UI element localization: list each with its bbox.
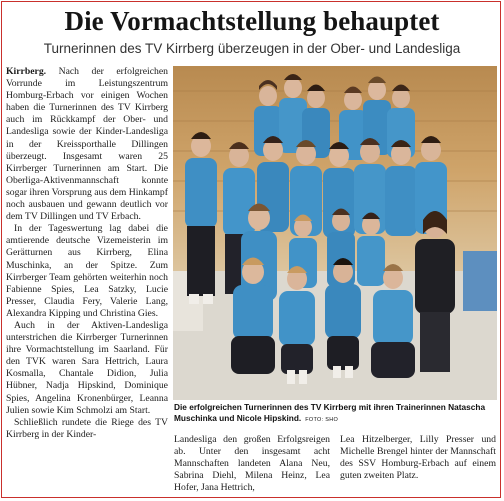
paragraph-1-text: Nach der erfolgreichen Vorrunde im Leistungszentrum Homburg-Erbach vor einigen Wochen haben die Turnerinnen des TV Kirrberg auch im Rückkampf der Ober- und Landesliga sowie der Kinder-Landesliga in der Kreissporthalle Dillingen überzeugt. Insgesamt waren 25 Kirrberger Turnerinnen am Start. Die Oberliga-Aktivenmannschaft konnte sogar ihren Vorsprung aus dem Hinkampf noch ausbauen und gewann deutlich vor dem TV Dillingen und TV Erbach.	[6, 66, 168, 223]
article-body-bottom-2	[340, 434, 496, 482]
subheadline: Turnerinnen des TV Kirrberg überzeugen in der Ober- und Landesliga	[43, 41, 461, 56]
team-photo	[173, 66, 497, 400]
caption-text: Die erfolgreichen Turnerinnen des TV Kirrberg mit ihren Trainerinnen Natascha Muschinka und Nicole Hipskind.	[174, 402, 486, 423]
bottom-paragraph-2: Lea Hitzelberger, Lilly Presser und Michelle Brengel hinter der Mannschaft des SSV Homburg-Erbach auf einem guten zweiten Platz.	[340, 434, 496, 482]
team-photo-illustration	[173, 66, 497, 400]
paragraph-1	[6, 66, 168, 223]
bottom-paragraph-1: Landesliga den großen Erfolgsreigen ab. Unter den insgesamt acht Mannschaften landeten Alana Neu, Sabrina Diehl, Milena Heinz, Lea Hofer, Jana Hettrich,	[174, 434, 330, 494]
paragraph-4: Schließlich rundete die Riege des TV Kirrberg in der Kinder-	[6, 416, 168, 440]
photo-caption	[174, 402, 496, 426]
article-body-bottom-1	[174, 434, 330, 494]
dateline: Kirrberg.	[6, 66, 47, 77]
paragraph-3: Auch in der Aktiven-Landesliga unterstrichen die Kirrberger Turnerinnen ihre Vormachtstellung im Saarland. Für den TVK waren Sara Hettrich, Laura Kosmalla, Chantale Didion, Julia Hübner, Nadja Hipskind, Dominique Spies, Angelina Kronenbürger, Leanna Julien sowie Kim Schmolzi am Start.	[6, 319, 168, 416]
headline: Die Vormachtstellung behauptet	[64, 6, 440, 36]
paragraph-2: In der Tageswertung lag dabei die amtierende deutsche Vizemeisterin im Gerätturnen aus Kirrberg, Elina Muschinka, an der Spitze. Zum Kirrberger Team gehörten weiterhin noch Fabienne Spies, Lea Satzky, Lucie Presser, Claudia Fery, Valerie Lang, Alexandra Kipping und Christina Gies.	[6, 223, 168, 319]
article-body-left	[6, 66, 168, 441]
photo-credit: FOTO: SHO	[305, 417, 339, 423]
